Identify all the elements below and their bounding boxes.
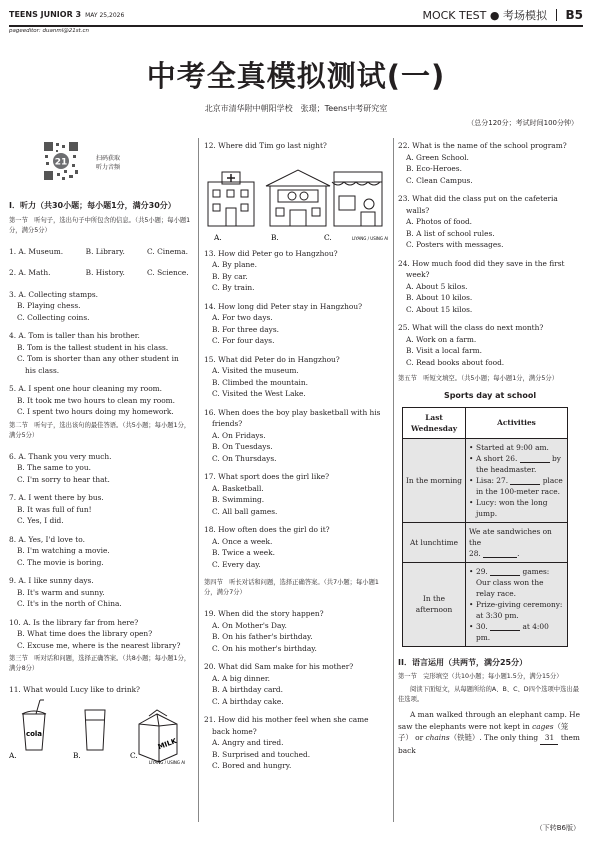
question-12: 12. Where did Tim go last night?: [204, 141, 327, 150]
bullet-icon: ●: [489, 9, 500, 22]
row-label-afternoon: In the afternoon: [403, 562, 466, 646]
question-14: 14. How long did Peter stay in Hangzhou? A. For two days. B. For three days. C. For four days.: [204, 301, 363, 345]
question-5: 5. A. I spent one hour cleaning my room. B. It took me two hours to clean my room. C. I spent two hours doing my homework.: [9, 384, 176, 416]
svg-text:LIYANG / USING AI: LIYANG / USING AI: [149, 759, 186, 764]
table-row: [403, 562, 568, 646]
page-number: B5: [565, 8, 583, 22]
divider: [556, 9, 558, 21]
question-16: 16. When does the boy play basketball with his friends? A. On Fridays. B. On Tuesdays. C. On Thursdays.: [204, 407, 381, 463]
svg-text:B.: B.: [271, 232, 279, 242]
svg-text:B.: B.: [73, 750, 81, 760]
page-title: 中考全真模拟测试(一): [146, 59, 446, 93]
question-13: 13. How did Peter go to Hangzhou? A. By plane. B. By car. C. By train.: [204, 248, 338, 292]
answer-blank-27[interactable]: [510, 476, 540, 485]
question-2: 2. A. Math. B. History. C. Science.: [9, 268, 189, 277]
section-note: 第一节 完形填空（共10小题；每小题1.5分，满分15分）: [398, 673, 563, 680]
part1-heading: I．听力（共30小题；每小题1分，满分30分）: [9, 201, 176, 210]
continue-note: （下转B6版）: [535, 824, 580, 832]
table-row: [403, 438, 568, 522]
shop-icon: [332, 172, 382, 226]
section-note: 第二节 听句子，选出该句的最佳答语。（共5小题；每小题1分，满分5分）: [9, 421, 191, 439]
column-3: [398, 140, 582, 756]
answer-blank-29[interactable]: [490, 567, 520, 576]
question-15: 15. What did Peter do in Hangzhou? A. Visited the museum. B. Climbed the mountain. C. Visited the West Lake.: [204, 354, 340, 398]
table-title: Sports day at school: [443, 391, 537, 400]
hospital-icon: [208, 172, 254, 226]
question-9: 9. A. I like sunny days. B. It's warm and sunny. C. It's in the north of China.: [9, 576, 122, 608]
question-19: 19. When did the story happen? A. On Mother's Day. B. On his father's birthday. C. On his mother's birthday.: [204, 609, 324, 653]
question-12-images: [204, 152, 389, 244]
svg-text:cola: cola: [25, 729, 43, 738]
svg-text:A.: A.: [9, 750, 17, 760]
question-10: 10. A. Is the library far from here? B. What time does the library open? C. Excuse me, where is the nearest library?: [9, 617, 181, 650]
table-header-activities: Activities: [466, 407, 568, 438]
schedule-table: [402, 407, 568, 647]
question-18: 18. How often does the girl do it? A. Once a week. B. Twice a week. C. Every day.: [204, 525, 330, 569]
paper-name: TEENS JUNIOR 3 MAY 25,2026: [9, 10, 125, 19]
qr-caption: 扫码获取 听力音频: [96, 155, 121, 171]
section-note: 第一节 听句子，选出句子中所包含的信息。（共5小题；每小题1分，满分5分）: [9, 216, 191, 234]
question-23: 23. What did the class put on the cafeteria walls? A. Photos of food. B. A list of school rules. C. Posters with messages.: [398, 194, 558, 249]
qr-logo-label: 21: [54, 157, 68, 168]
question-24: 24. How much food did they save in the first week? A. About 5 kilos. B. About 10 kilos. C. About 15 kilos.: [398, 258, 565, 314]
authors-line: 北京市清华附中朝阳学校 张璟；Teens中考研究室: [204, 104, 388, 113]
question-8: 8. A. Yes, I'd love to. B. I'm watching a movie. C. The movie is boring.: [9, 534, 110, 567]
question-20: 20. What did Sam make for his mother? A. A big dinner. B. A birthday card. C. A birthday cake.: [204, 662, 354, 706]
section-label-cn: 考场模拟: [503, 9, 547, 22]
question-22: 22. What is the name of the school program? A. Green School. B. Eco-Heroes. C. Clean Campus.: [398, 141, 567, 185]
issue-date: MAY 25,2026: [85, 12, 125, 19]
cinema-icon: [266, 170, 330, 226]
section-note: 第四节 听长对话和问题，选择正确答案。（共7小题；每小题1分，满分7分）: [204, 579, 379, 596]
row-label-morning: In the morning: [403, 438, 466, 522]
question-17: 17. What sport does the girl like? A. Basketball. B. Swimming. C. All ball games.: [204, 472, 330, 516]
section-label: MOCK TEST: [422, 9, 487, 22]
question-6: 6. A. Thank you very much. B. The same to you. C. I'm sorry to hear that.: [9, 451, 112, 484]
instructions: 阅读下面短文，从每题所给的A、B、C、D四个选项中选出最佳选项。: [398, 686, 579, 703]
question-1: 1. A. Museum. B. Library. C. Cinema.: [9, 246, 189, 256]
answer-blank-28[interactable]: [483, 549, 517, 558]
svg-text:C.: C.: [130, 750, 138, 760]
table-header-day: Last Wednesday: [403, 407, 466, 438]
editor-email: pageeditor: duanml@21st.cn: [9, 28, 90, 34]
svg-text:LIYANG / USING AI: LIYANG / USING AI: [352, 235, 389, 241]
answer-blank-26[interactable]: [520, 454, 550, 463]
passage-text: A man walked through an elephant camp. He saw the elephants were not kept in cages（笼子） or chains（铁链）. The only thing 31 them back: [398, 710, 580, 755]
question-3: 3. A. Collecting stamps. B. Playing chess. C. Collecting coins.: [9, 289, 99, 322]
part2-heading: II．语言运用（共两节，满分25分）: [398, 657, 528, 667]
page-header: [9, 6, 583, 27]
question-11-images: [9, 696, 193, 764]
svg-text:C.: C.: [324, 232, 332, 242]
table-row: [403, 522, 568, 562]
svg-text:A.: A.: [214, 232, 222, 242]
question-21: 21. How did his mother feel when she came back home? A. Angry and tired. B. Surprised and touched. C. Bored and hungry.: [204, 715, 369, 770]
glass-icon: [85, 710, 105, 750]
column-1: [9, 196, 193, 764]
question-11: 11. What would Lucy like to drink?: [9, 685, 141, 694]
question-7: 7. A. I went there by bus. B. It was full of fun! C. Yes, I did.: [9, 493, 104, 525]
column-divider: [198, 138, 199, 822]
lunchtime-activities: We ate sandwiches on the 28. .: [466, 522, 568, 562]
score-note: （总分120分；考试时间100分钟）: [467, 119, 578, 127]
question-4: 4. A. Tom is taller than his brother. B. Tom is the tallest student in his class. C. Tom is shorter than any other student in his class.: [9, 331, 179, 375]
qr-code-icon[interactable]: [42, 140, 80, 182]
table-header-row: [403, 407, 568, 438]
column-2: [204, 140, 389, 772]
section-tag: [422, 7, 583, 23]
column-divider: [393, 138, 394, 822]
answer-blank-31[interactable]: 31: [540, 732, 558, 745]
row-label-lunchtime: At lunchtime: [403, 522, 466, 562]
answer-blank-30[interactable]: [490, 622, 520, 631]
afternoon-activities: • 29. games: Our class won the relay race. • Prize-giving ceremony: at 3:30 pm. • 30. at 4:00 pm.: [466, 562, 568, 646]
question-25: 25. What will the class do next month? A. Work on a farm. B. Visit a local farm. C. Read books about food.: [398, 323, 544, 367]
svg-text:MILK: MILK: [156, 736, 178, 751]
section-note: 第五节 听短文填空。（共5小题；每小题1分，满分5分）: [398, 375, 558, 382]
morning-activities: • Started at 9:00 am. • A short 26. by the headmaster. • Lisa: 27. place in the 100-meter race. • Lucy: won the long jump.: [466, 438, 568, 522]
section-note: 第三节 听对话和问题，选择正确答案。（共8小题；每小题1分，满分8分）: [9, 655, 191, 672]
